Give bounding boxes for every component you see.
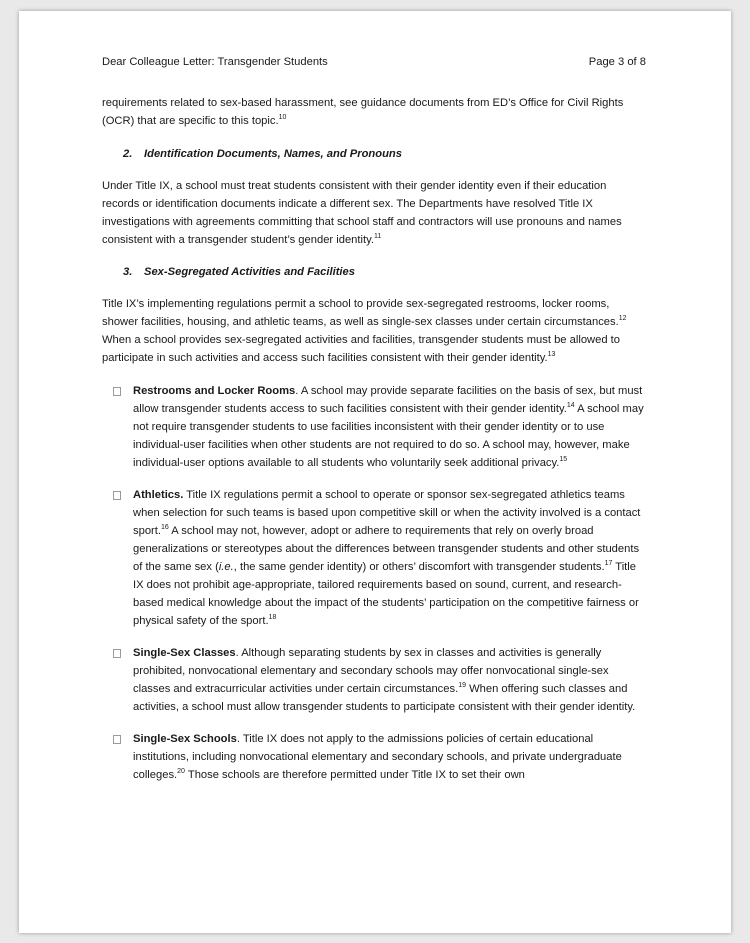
- footnote-ref[interactable]: 19: [458, 682, 466, 689]
- footnote-ref[interactable]: 13: [547, 351, 556, 358]
- intro-paragraph: requirements related to sex-based harassment, see guidance documents from ED’s Office for Civil Rights (OCR) that are specific to this topic.$^{10}$: [102, 97, 624, 127]
- document-body: [102, 94, 646, 798]
- page-number: Page 3 of 8: [588, 56, 646, 68]
- list-item-athletics: Athletics. Title IX regulations permit a school to operate or sponsor sex-segregated athletics teams when selection for such teams is based upon competitive skill or when the activity involved is a contact sport.$^{16}$ A school may not, however, adopt or adhere to requirements that rely on overly broad generalizations or stereotypes about the differences between transgender students and other students of the same sex (i.e., the same gender identity) or others’ discomfort with transgender students.$^{17}$ Title IX does not prohibit age-appropriate, tailored requirements based on sound, current, and research-based medical knowledge about the impact of the students’ participation on the competitive fairness or physical safety of the sport.$^{18}$: [102, 486, 646, 630]
- list-item-restrooms: Restrooms and Locker Rooms. A school may provide separate facilities on the basis of sex, but must allow transgender students access to such facilities consistent with their gender identity.$^{14}$ A school may not require transgender students to use facilities inconsistent with their gender identity or to use individual-user facilities when other students are not required to do so. A school may, however, make individual-user options available to all students who voluntarily seek additional privacy.$^{15}$: [102, 382, 646, 472]
- footnote-ref[interactable]: 15: [559, 456, 568, 463]
- footnote-ref[interactable]: 17: [604, 560, 613, 567]
- section-3-heading: 3. Sex-Segregated Activities and Facilities: [123, 266, 355, 278]
- footnote-ref[interactable]: 16: [160, 524, 169, 531]
- list-item-single-sex-classes: Single-Sex Classes. Although separating students by sex in classes and activities is generally prohibited, nonvocational elementary and secondary schools may offer nonvocational single-sex classes and extracurricular activities under certain circumstances.$^{19}$ When offering such classes and activities, a school must allow transgender students to participate consistent with their gender identity.: [102, 644, 646, 716]
- bullet-square-icon: [113, 649, 121, 658]
- list-item-single-sex-schools: Single-Sex Schools. Title IX does not apply to the admissions policies of certain educational institutions, including nonvocational elementary and secondary schools, and private undergraduate colleges.$^{20}$ Those schools are therefore permitted under Title IX to set their own: [102, 730, 646, 784]
- document-page: [19, 11, 731, 933]
- footnote-ref[interactable]: 10: [278, 114, 287, 121]
- bullet-square-icon: [113, 735, 121, 744]
- footnote-ref[interactable]: 12: [618, 315, 627, 322]
- section-2-paragraph: Under Title IX, a school must treat students consistent with their gender identity even if their education records or identification documents indicate a different sex. The Departments have resolved Title IX investigations with agreements committing that school staff and contractors will use pronouns and names consistent with a transgender student’s gender identity.$^{11}$: [102, 180, 622, 246]
- footnote-ref[interactable]: 11: [373, 233, 382, 240]
- section-2-heading: 2. Identification Documents, Names, and Pronouns: [123, 148, 402, 160]
- footnote-ref[interactable]: 20: [177, 768, 185, 775]
- footnote-ref[interactable]: 18: [268, 614, 277, 621]
- bullet-list: [102, 382, 646, 784]
- footnote-ref[interactable]: 14: [566, 402, 575, 409]
- page-header: [102, 53, 646, 71]
- section-3-paragraph: Title IX’s implementing regulations permit a school to provide sex-segregated restrooms, locker rooms, shower facilities, housing, and athletic teams, as well as single-sex classes under certain circumstances.$^{12}$ When a school provides sex-segregated activities and facilities, transgender students must be allowed to participate in such activities and access such facilities consistent with their gender identity.$^{13}$: [102, 298, 627, 364]
- bullet-square-icon: [113, 491, 121, 500]
- document-title: Dear Colleague Letter: Transgender Students: [102, 56, 328, 68]
- bullet-square-icon: [113, 387, 121, 396]
